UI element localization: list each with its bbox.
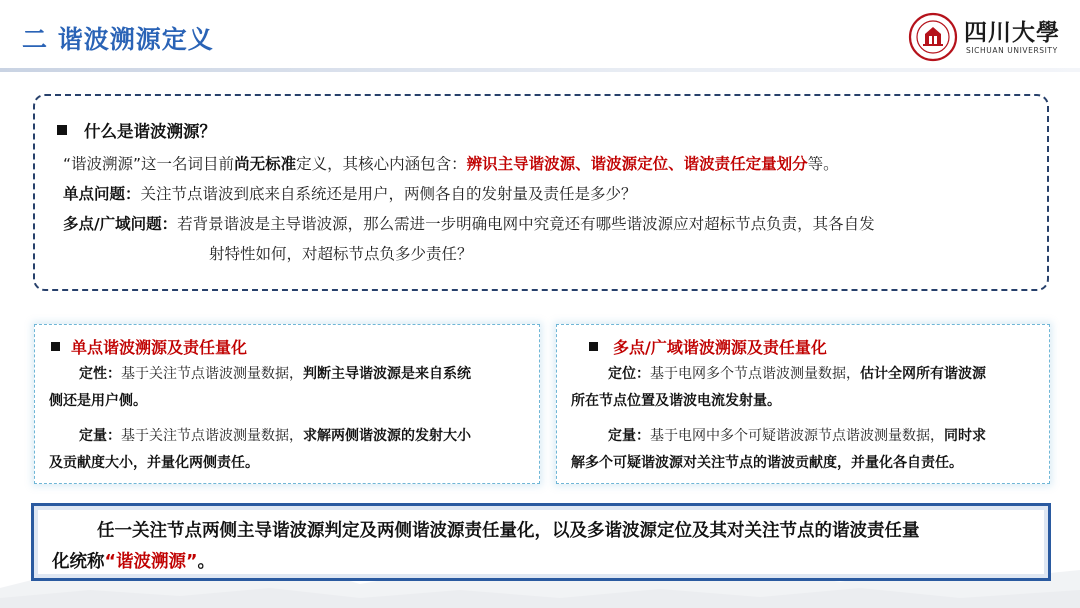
localization-text-continued: 所在节点位置及谐波电流发射量。 (571, 393, 781, 409)
university-seal-icon (908, 12, 958, 62)
single-point-question: 单点问题：关注节点谐波到底来自系统还是用户，两侧各自的发射量及责任是多少？ (63, 185, 637, 203)
quantitative-text: 定量：基于关注节点谐波测量数据，求解两侧谐波源的发射大小 (79, 428, 471, 444)
summary-box (31, 503, 1051, 581)
page-title: 二 谐波溯源定义 (22, 25, 214, 54)
definition-box (33, 94, 1049, 291)
quantitative-text: 定量：基于电网中多个可疑谐波源节点谐波测量数据，同时求 (608, 428, 986, 444)
multi-point-card (556, 324, 1050, 484)
multi-point-card-heading: 多点/广域谐波溯源及责任量化 (571, 335, 1035, 361)
multi-point-question: 多点/广域问题：若背景谐波是主导谐波源，那么需进一步明确电网中究竟还有哪些谐波源应对超标节点负责，其各自发 (63, 215, 875, 233)
quantitative-text-continued: 解多个可疑谐波源对关注节点的谐波贡献度，并量化各自责任。 (571, 455, 963, 471)
square-bullet-icon (51, 342, 60, 351)
summary-line-continued: 化统称“谐波溯源”。 (52, 552, 216, 572)
qualitative-text-continued: 侧还是用户侧。 (49, 393, 147, 409)
definition-heading: 什么是谐波溯源？ (57, 118, 1025, 144)
multi-point-question-continued: 射特性如何，对超标节点负多少责任？ (209, 245, 473, 263)
university-name: 四川大學 (964, 19, 1060, 46)
localization-text: 定位：基于电网多个节点谐波测量数据，估计全网所有谐波源 (608, 366, 986, 382)
quantitative-text-continued: 及贡献度大小，并量化两侧责任。 (49, 455, 259, 471)
qualitative-text: 定性：基于关注节点谐波测量数据，判断主导谐波源是来自系统 (79, 366, 471, 382)
university-name-en: SICHUAN UNIVERSITY (966, 46, 1058, 55)
square-bullet-icon (57, 125, 67, 135)
single-point-card-heading: 单点谐波溯源及责任量化 (49, 335, 525, 361)
definition-line: “谐波溯源”这一名词目前尚无标准定义，其核心内涵包含：辨识主导谐波源、谐波源定位、谐波责任定量划分等。 (63, 155, 839, 173)
square-bullet-icon (589, 342, 598, 351)
university-logo (908, 12, 1068, 64)
single-point-card (34, 324, 540, 484)
summary-line: 任一关注节点两侧主导谐波源判定及两侧谐波源责任量化，以及多谐波源定位及其对关注节点的谐波责任量 (97, 521, 920, 541)
header-divider (0, 68, 1080, 72)
